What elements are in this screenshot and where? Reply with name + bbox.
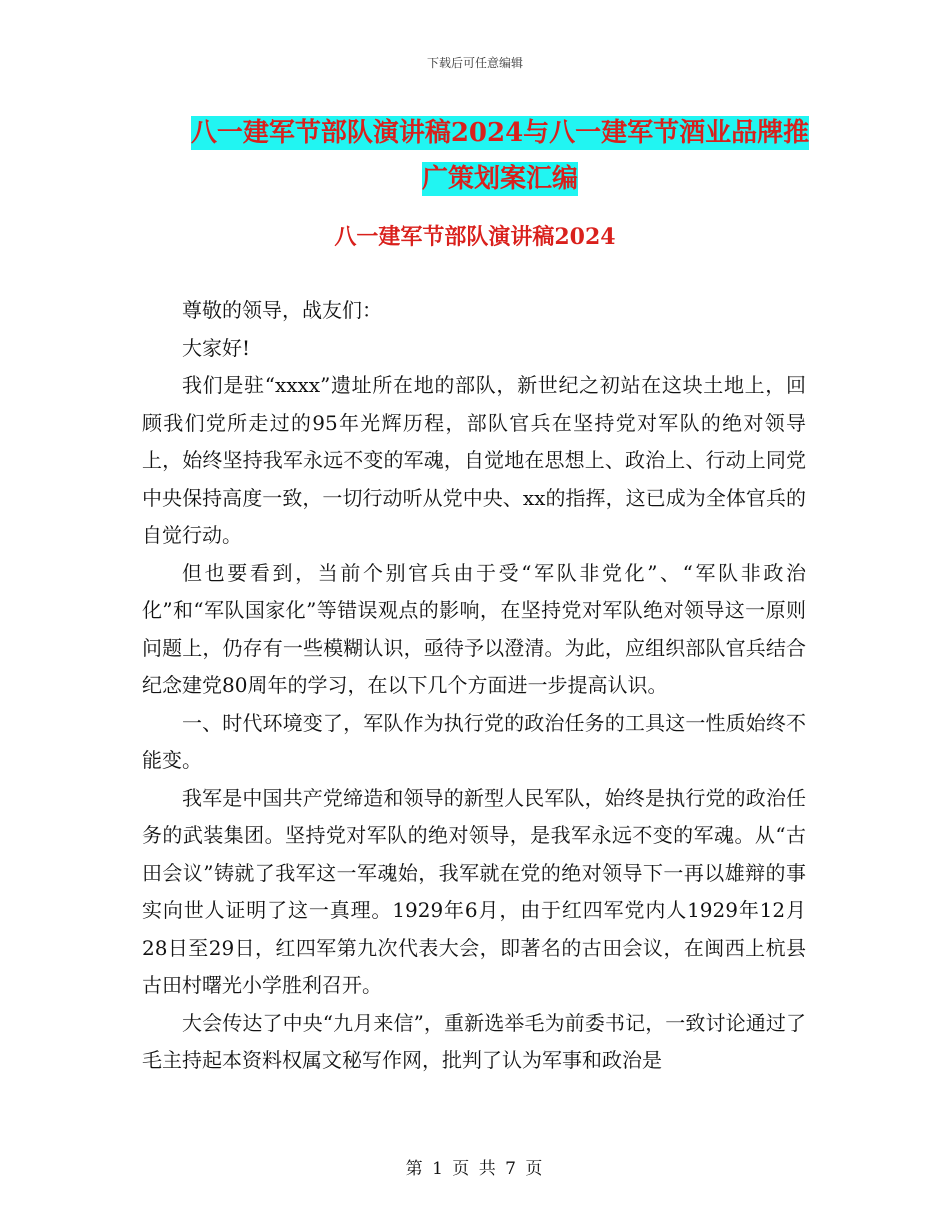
paragraph-greeting: 大家好! [182,335,251,360]
paragraph: 大会传达了中央“九月来信”，重新选举毛为前委书记，一致讨论通过了毛主持起本资料权属文秘写作网，批判了认为军事和政治是 [142,1010,806,1072]
document-title [140,110,860,202]
page-number: 第 1 页 共 7 页 [405,1159,545,1179]
document-body [142,292,806,1080]
section-title: 八一建军节部队演讲稿2024 [334,224,616,250]
document-title-line-1: 八一建军节部队演讲稿2024与八一建军节酒业品牌推 [190,118,810,148]
document-title-line-2: 广策划案汇编 [421,164,578,194]
header-note: 下载后可任意编辑 [426,56,523,70]
paragraph-heading: 一、时代环境变了，军队作为执行党的政治任务的工具这一性质始终不能变。 [142,710,806,772]
paragraph: 我军是中国共产党缔造和领导的新型人民军队，始终是执行党的政治任务的武装集团。坚持党对军队的绝对领导，是我军永远不变的军魂。从“古田会议”铸就了我军这一军魂始，我军就在党的绝对领导下一再以雄辩的事实向世人证明了这一真理。1929年6月，由于红四军党内人1929年12月28日至29日，红四军第九次代表大会，即著名的古田会议，在闽西上杭县古田村曙光小学胜利召开。 [142,785,806,997]
paragraph: 但也要看到，当前个别官兵由于受“军队非党化”、“军队非政治化”和“军队国家化”等错误观点的影响，在坚持党对军队绝对领导这一原则问题上，仍存有一些模糊认识，亟待予以澄清。为此，应组织部队官兵结合纪念建党80周年的学习，在以下几个方面进一步提高认识。 [142,560,806,697]
paragraph-salutation: 尊敬的领导，战友们： [182,298,382,322]
paragraph: 我们是驻“xxxx”遗址所在地的部队，新世纪之初站在这块土地上，回顾我们党所走过的95年光辉历程，部队官兵在坚持党对军队的绝对领导上，始终坚持我军永远不变的军魂，自觉地在思想上、政治上、行动上同党中央保持高度一致，一切行动听从党中央、xx的指挥，这已成为全体官兵的自觉行动。 [142,373,806,547]
